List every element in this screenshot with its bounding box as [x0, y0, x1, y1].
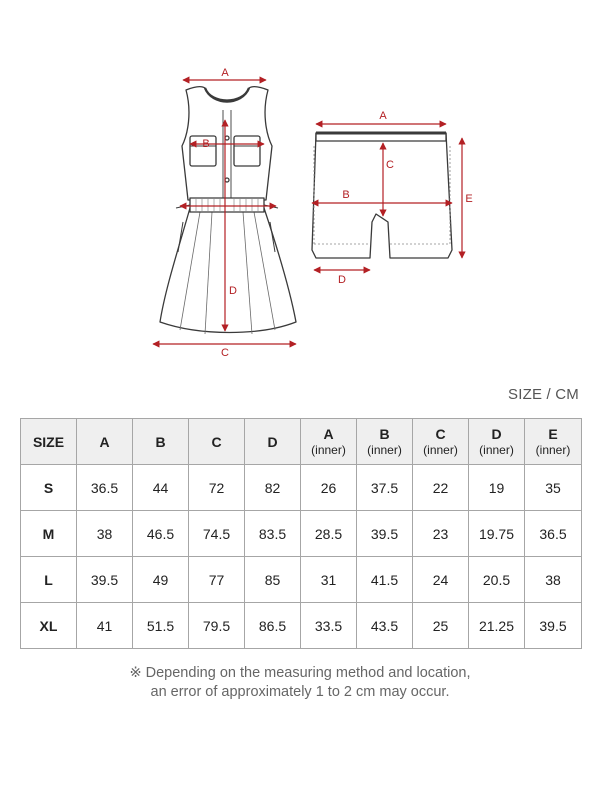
- header-a-label: A: [99, 433, 110, 450]
- shorts-label-a: A: [379, 110, 387, 122]
- table-cell: 85: [245, 557, 301, 603]
- table-row: [21, 557, 582, 603]
- header-a-inner-label: A: [323, 426, 334, 442]
- note-line-2: an error of approximately 1 to 2 cm may occur.: [150, 684, 450, 700]
- table-cell: 38: [77, 511, 133, 557]
- table-cell: 36.5: [77, 465, 133, 511]
- table-cell: 33.5: [301, 603, 357, 649]
- header-c-inner-sub: (inner): [423, 443, 458, 457]
- header-e-inner-sub: (inner): [535, 443, 571, 457]
- table-cell: 24: [413, 557, 469, 603]
- table-header-row: [21, 419, 582, 465]
- table-cell-size: S: [21, 465, 77, 511]
- header-b-inner-label: B: [379, 426, 390, 442]
- table-cell: 21.25: [469, 603, 525, 649]
- shorts-label-b: B: [342, 189, 350, 201]
- table-cell: 41.5: [357, 557, 413, 603]
- table-cell: 72: [189, 465, 245, 511]
- table-cell: 79.5: [189, 603, 245, 649]
- table-cell: 86.5: [245, 603, 301, 649]
- table-cell: 23: [413, 511, 469, 557]
- header-d-inner: [469, 419, 525, 465]
- table-cell: 31: [301, 557, 357, 603]
- table-cell: 28.5: [301, 511, 357, 557]
- header-b-inner: [357, 419, 413, 465]
- size-table: [20, 418, 582, 649]
- header-size: [21, 419, 77, 465]
- table-cell: 43.5: [357, 603, 413, 649]
- table-cell: 22: [413, 465, 469, 511]
- shorts-label-c: C: [386, 159, 394, 171]
- header-d-inner-sub: (inner): [479, 443, 514, 457]
- table-cell: 35: [525, 465, 582, 511]
- table-cell-size: L: [21, 557, 77, 603]
- table-cell: 19.75: [469, 511, 525, 557]
- header-b-inner-sub: (inner): [367, 443, 402, 457]
- dress-label-b: B: [202, 138, 210, 150]
- table-cell: 39.5: [525, 603, 582, 649]
- header-e-inner: [525, 419, 582, 465]
- measurement-note: [0, 664, 600, 702]
- table-cell: 41: [77, 603, 133, 649]
- table-cell: 46.5: [133, 511, 189, 557]
- table-cell: 39.5: [77, 557, 133, 603]
- dress-label-a: A: [221, 67, 229, 79]
- header-b-label: B: [155, 433, 166, 450]
- header-c-inner-label: C: [435, 426, 446, 442]
- shorts-label-e: E: [465, 193, 473, 205]
- table-cell: 36.5: [525, 511, 582, 557]
- table-cell: 26: [301, 465, 357, 511]
- header-d-inner-label: D: [491, 426, 502, 442]
- header-d: [245, 419, 301, 465]
- header-c-inner: [413, 419, 469, 465]
- table-cell: 51.5: [133, 603, 189, 649]
- header-a-inner-sub: (inner): [311, 443, 346, 457]
- table-cell-size: XL: [21, 603, 77, 649]
- table-cell: 19: [469, 465, 525, 511]
- header-a: [77, 419, 133, 465]
- note-line-1: ※ Depending on the measuring method and location,: [129, 665, 471, 681]
- header-d-label: D: [267, 433, 278, 450]
- table-cell: 77: [189, 557, 245, 603]
- table-cell: 39.5: [357, 511, 413, 557]
- header-a-inner: [301, 419, 357, 465]
- table-cell: 83.5: [245, 511, 301, 557]
- dress-label-d: D: [229, 285, 237, 297]
- table-cell-size: M: [21, 511, 77, 557]
- header-e-inner-label: E: [548, 426, 558, 442]
- header-b: [133, 419, 189, 465]
- dress-label-c: C: [221, 347, 229, 359]
- size-illustration: [0, 0, 600, 370]
- table-cell: 38: [525, 557, 582, 603]
- shorts-label-d: D: [338, 274, 346, 286]
- table-cell: 37.5: [357, 465, 413, 511]
- header-c-label: C: [211, 433, 222, 450]
- unit-label: SIZE / CM: [508, 386, 579, 403]
- table-cell: 20.5: [469, 557, 525, 603]
- header-size-label: SIZE: [32, 433, 65, 450]
- dress-illustration: [160, 87, 296, 334]
- table-cell: 82: [245, 465, 301, 511]
- table-row: [21, 603, 582, 649]
- table-row: [21, 465, 582, 511]
- shorts-illustration: [312, 133, 452, 258]
- table-cell: 25: [413, 603, 469, 649]
- header-c: [189, 419, 245, 465]
- table-cell: 74.5: [189, 511, 245, 557]
- garment-diagram-svg: [0, 0, 600, 370]
- table-cell: 49: [133, 557, 189, 603]
- table-row: [21, 511, 582, 557]
- table-cell: 44: [133, 465, 189, 511]
